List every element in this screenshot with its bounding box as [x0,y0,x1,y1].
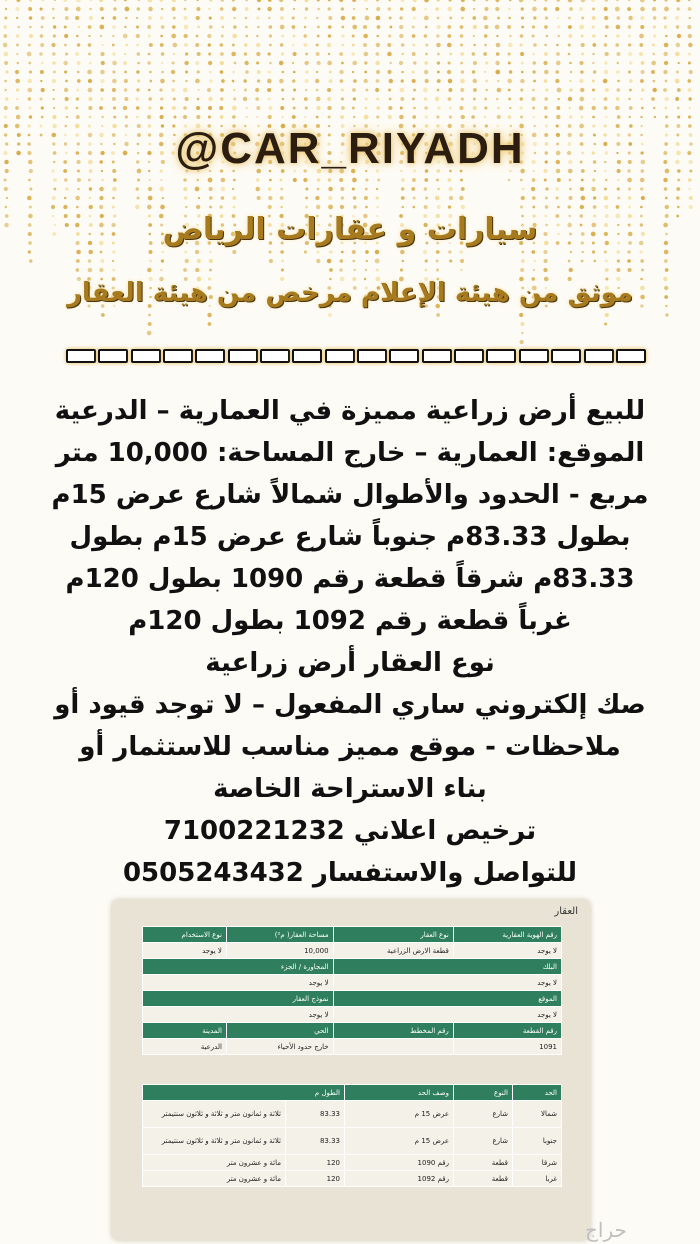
table-cell: الدرعية [143,1039,227,1055]
listing-line: غرباً قطعة رقم 1092 بطول 120م [128,606,572,636]
table-cell: قطعة [454,1155,513,1171]
table-cell [333,1039,453,1055]
table-cell: قطعة الارض الزراعية [333,943,453,959]
table-header-cell: رقم المخطط [333,1023,453,1039]
table-cell: شمالا [513,1101,562,1128]
table-header-cell: المدينة [143,1023,227,1039]
boundaries-table [142,1084,562,1187]
license-line: ترخيص اعلاني 7100221232 [163,816,537,846]
table-cell: غربا [513,1171,562,1187]
table-cell: 1091 [453,1039,561,1055]
table-header-cell: نوع الاستخدام [143,927,227,943]
table-header-cell: وصف الحد [345,1085,454,1101]
listing-line: 83.33م شرقاً قطعة رقم 1090 بطول 120م [65,564,635,594]
table-cell: جنوبا [513,1128,562,1155]
table-cell: رقم 1092 [345,1171,454,1187]
table-cell: عرض 15 م [345,1128,454,1155]
table-cell: عرض 15 م [345,1101,454,1128]
table-cell: لا يوجد [143,943,227,959]
table-header-cell: رقم القطعة [453,1023,561,1039]
listing-description [20,390,680,894]
table-cell: مائة و عشرون متر [143,1155,286,1171]
listing-line: مربع - الحدود والأطوال شمالاً شارع عرض 15م [51,480,649,510]
table-cell: لا يوجد [453,943,561,959]
brand-title: سيارات و عقارات الرياض [162,212,538,247]
table-cell: شارع [454,1128,513,1155]
table-header-cell: المجاورة / الجزء [143,959,334,975]
table-cell: 83.33 [286,1101,345,1128]
property-info-table [142,926,562,1055]
table-cell: مائة و عشرون متر [143,1171,286,1187]
verification-banner: موثق من هيئة الإعلام مرخص من هيئة العقار [66,278,634,308]
table-header-cell: نموذج العقار [143,991,334,1007]
table-cell: رقم 1090 [345,1155,454,1171]
listing-line: بناء الاستراحة الخاصة [213,774,487,804]
listing-line: صك إلكتروني ساري المفعول – لا توجد قيود أو [54,690,646,720]
table-header-cell: النوع [454,1085,513,1101]
account-handle: @CAR_RIYADH [175,124,525,173]
contact-line: للتواصل والاستفسار 0505243432 [122,858,578,888]
table-cell: لا يوجد [143,1007,334,1023]
table-cell: خارج حدود الأحياء [226,1039,333,1055]
table-header-cell: رقم الهوية العقارية [453,927,561,943]
table-cell: ثلاثة و ثمانون متر و ثلاثة و ثلاثون سنتيمتر [143,1101,286,1128]
table-header-cell: مساحة العقار( م²) [226,927,333,943]
table-cell: 83.33 [286,1128,345,1155]
table-cell: ثلاثة و ثمانون متر و ثلاثة و ثلاثون سنتيمتر [143,1128,286,1155]
document-title: العقار [554,906,578,917]
table-cell: لا يوجد [143,975,334,991]
listing-line: نوع العقار أرض زراعية [205,648,495,678]
table-header-cell: البلك [333,959,561,975]
table-cell: لا يوجد [333,975,561,991]
table-cell: 120 [286,1171,345,1187]
dashed-divider [66,349,646,363]
listing-line: بطول 83.33م جنوباً شارع عرض 15م بطول [69,522,631,552]
table-header-cell: الموقع [333,991,561,1007]
listing-line: ملاحظات - موقع مميز مناسب للاستثمار أو [79,732,621,762]
listing-line: الموقع: العمارية – خارج المساحة: 10,000 متر [55,438,645,468]
table-cell: 10,000 [226,943,333,959]
table-cell: شارع [454,1101,513,1128]
table-cell: شرقا [513,1155,562,1171]
table-cell: لا يوجد [333,1007,561,1023]
table-cell: قطعة [454,1171,513,1187]
deed-document-screenshot [112,900,590,1240]
table-header-cell: نوع العقار [333,927,453,943]
listing-line: للبيع أرض زراعية مميزة في العمارية – الدرعية [54,396,646,426]
table-header-cell: الحد [513,1085,562,1101]
table-header-cell: الحي [226,1023,333,1039]
haraj-watermark: حراج [585,1220,627,1242]
table-cell: 120 [286,1155,345,1171]
table-header-cell: الطول م [143,1085,345,1101]
